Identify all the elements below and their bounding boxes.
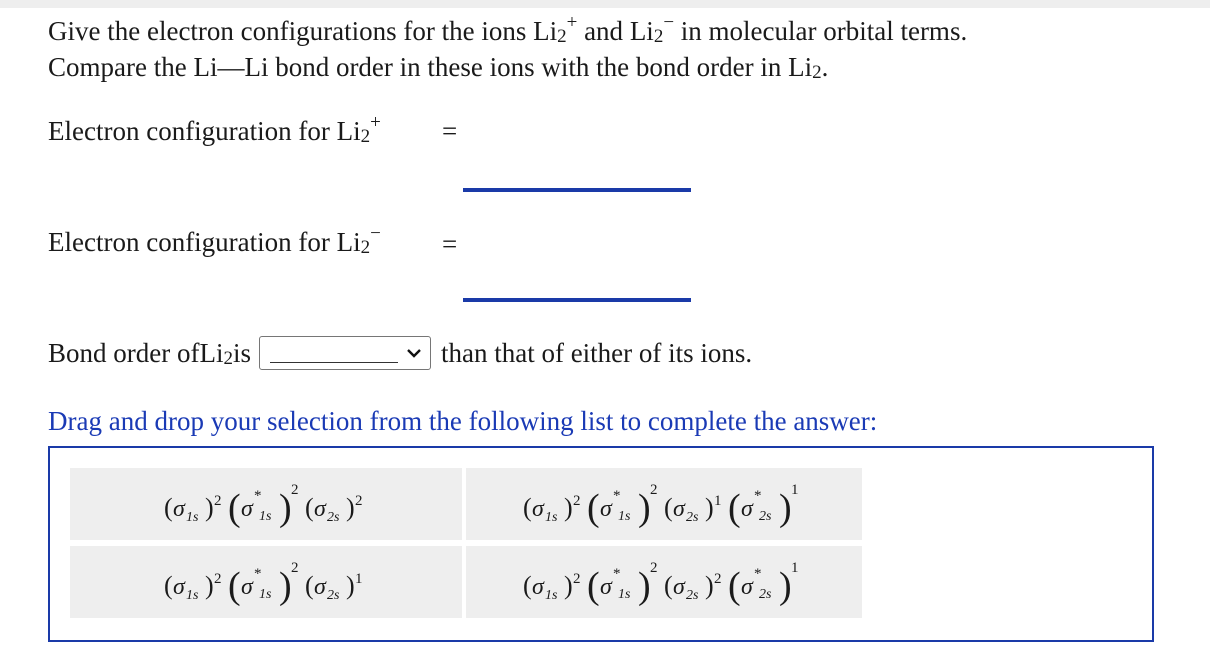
exponent: 1 bbox=[791, 482, 799, 498]
exponent: 2 bbox=[650, 482, 658, 498]
mo-term bbox=[305, 571, 363, 603]
mo-term bbox=[728, 560, 799, 607]
mo-configuration bbox=[160, 472, 373, 536]
question-text: Compare the Li—Li bond order in these ions with the bond order in bbox=[48, 52, 789, 82]
config-plus-label: Electron configuration for $Li_2^+$ bbox=[48, 112, 381, 147]
mo-term bbox=[228, 560, 299, 607]
bond-order-suffix: than that of either of its ions. bbox=[440, 337, 753, 368]
paren: ) bbox=[779, 487, 792, 529]
exponent: 2 bbox=[213, 571, 221, 587]
exponent: 2 bbox=[213, 493, 221, 509]
subscript: 1s bbox=[258, 509, 271, 524]
drag-drop-options-box bbox=[48, 446, 1154, 642]
subscript: 2s bbox=[326, 588, 339, 603]
star: * bbox=[754, 488, 762, 504]
paren: ( bbox=[523, 571, 532, 600]
option-tile[interactable] bbox=[70, 468, 462, 540]
star: * bbox=[754, 566, 762, 582]
paren: ( bbox=[664, 493, 673, 522]
option-tile[interactable] bbox=[466, 546, 862, 618]
drag-drop-instruction: Drag and drop your selection from the following list to complete the answer: bbox=[48, 406, 878, 436]
subscript: 1s bbox=[258, 587, 271, 602]
exponent: 1 bbox=[354, 571, 362, 587]
paren: ) bbox=[204, 493, 214, 522]
molecule-li2: $Li_2$ bbox=[788, 52, 822, 83]
sigma-symbol: σ bbox=[600, 574, 612, 600]
sigma-symbol: σ bbox=[313, 574, 326, 600]
paren: ) bbox=[564, 493, 573, 522]
paren: ) bbox=[278, 565, 292, 607]
bond-order-prefix: Bond order of bbox=[48, 337, 200, 368]
question-line-1 bbox=[48, 14, 967, 52]
sigma-symbol: σ bbox=[741, 496, 753, 522]
ion-li2-plus: $Li_2^+$ bbox=[533, 12, 578, 47]
paren: ( bbox=[523, 493, 532, 522]
mo-term bbox=[587, 482, 658, 529]
exponent: 2 bbox=[714, 571, 722, 587]
paren: ( bbox=[163, 493, 173, 522]
mo-term bbox=[664, 493, 722, 525]
subscript: 1s bbox=[545, 510, 558, 525]
paren: ( bbox=[227, 487, 241, 529]
subscript: 2s bbox=[759, 587, 772, 602]
subscript: 1s bbox=[618, 587, 631, 602]
mo-term bbox=[523, 493, 581, 525]
star: * bbox=[253, 488, 261, 504]
paren: ) bbox=[204, 571, 214, 600]
chevron-down-icon bbox=[406, 345, 422, 361]
sigma-symbol: σ bbox=[240, 574, 253, 600]
sigma-symbol: σ bbox=[673, 496, 685, 522]
paren: ) bbox=[345, 571, 355, 600]
paren: ) bbox=[705, 571, 714, 600]
exponent: 1 bbox=[714, 493, 722, 509]
molecule-li2: $Li_2$ bbox=[199, 337, 233, 369]
paren: ) bbox=[638, 565, 651, 607]
sigma-symbol: σ bbox=[673, 574, 685, 600]
equals-sign: = bbox=[442, 116, 458, 146]
paren: ) bbox=[638, 487, 651, 529]
exponent: 2 bbox=[650, 560, 658, 576]
mo-term bbox=[228, 482, 299, 529]
config-minus-drop-target[interactable] bbox=[463, 298, 691, 302]
subscript: 1s bbox=[185, 510, 198, 525]
paren: ) bbox=[564, 571, 573, 600]
mo-term bbox=[728, 482, 799, 529]
paren: ( bbox=[728, 565, 741, 607]
config-plus-drop-target[interactable] bbox=[463, 188, 691, 192]
paren: ( bbox=[304, 493, 314, 522]
subscript: 2s bbox=[686, 510, 699, 525]
question-text: and bbox=[577, 16, 630, 46]
exponent: 2 bbox=[573, 571, 581, 587]
paren: ( bbox=[304, 571, 314, 600]
question-text: Give the electron configurations for the ions bbox=[48, 16, 534, 46]
subscript: 1s bbox=[545, 588, 558, 603]
mo-term bbox=[523, 571, 581, 603]
paren: ) bbox=[779, 565, 792, 607]
star: * bbox=[613, 566, 621, 582]
paren: ( bbox=[227, 565, 241, 607]
option-tile[interactable] bbox=[70, 546, 462, 618]
mo-configuration bbox=[519, 550, 809, 614]
mo-term bbox=[305, 493, 363, 525]
star: * bbox=[253, 566, 261, 582]
sigma-symbol: σ bbox=[172, 496, 185, 522]
subscript: 2s bbox=[326, 510, 339, 525]
sigma-symbol: σ bbox=[172, 574, 185, 600]
paren: ( bbox=[664, 571, 673, 600]
question-text: in molecular orbital terms. bbox=[674, 16, 968, 46]
exponent: 1 bbox=[791, 560, 799, 576]
sigma-symbol: σ bbox=[532, 574, 544, 600]
sigma-symbol: σ bbox=[600, 496, 612, 522]
select-blank-line bbox=[270, 362, 398, 363]
mo-term bbox=[164, 571, 222, 603]
bond-order-row: Bond order of $Li_2$ is than that of either of its ions. bbox=[48, 337, 753, 369]
exponent: 2 bbox=[573, 493, 581, 509]
paren: ( bbox=[163, 571, 173, 600]
question-line-2: Compare the Li—Li bond order in these ions with the bond order in $Li_2$. bbox=[48, 52, 829, 83]
subscript: 1s bbox=[185, 588, 198, 603]
paren: ( bbox=[587, 565, 600, 607]
sigma-symbol: σ bbox=[240, 496, 253, 522]
mo-configuration bbox=[519, 472, 809, 536]
paren: ) bbox=[278, 487, 292, 529]
exponent: 2 bbox=[354, 493, 362, 509]
star: * bbox=[613, 488, 621, 504]
bond-order-select[interactable] bbox=[259, 336, 431, 370]
paren: ( bbox=[587, 487, 600, 529]
paren: ( bbox=[728, 487, 741, 529]
sigma-symbol: σ bbox=[532, 496, 544, 522]
mo-term bbox=[164, 493, 222, 525]
sigma-symbol: σ bbox=[313, 496, 326, 522]
mo-term bbox=[587, 560, 658, 607]
top-bar bbox=[0, 0, 1210, 8]
mo-configuration bbox=[160, 550, 373, 614]
option-tile[interactable] bbox=[466, 468, 862, 540]
config-minus-label: Electron configuration for $Li_2^-$ bbox=[48, 223, 381, 258]
mo-term bbox=[664, 571, 722, 603]
ion-li2-minus: $Li_2^-$ bbox=[629, 12, 675, 47]
equals-sign: = bbox=[442, 229, 458, 259]
exponent: 2 bbox=[290, 560, 298, 576]
paren: ) bbox=[345, 493, 355, 522]
subscript: 2s bbox=[686, 588, 699, 603]
paren: ) bbox=[705, 493, 714, 522]
subscript: 2s bbox=[759, 509, 772, 524]
sigma-symbol: σ bbox=[741, 574, 753, 600]
exponent: 2 bbox=[290, 482, 298, 498]
subscript: 1s bbox=[618, 509, 631, 524]
